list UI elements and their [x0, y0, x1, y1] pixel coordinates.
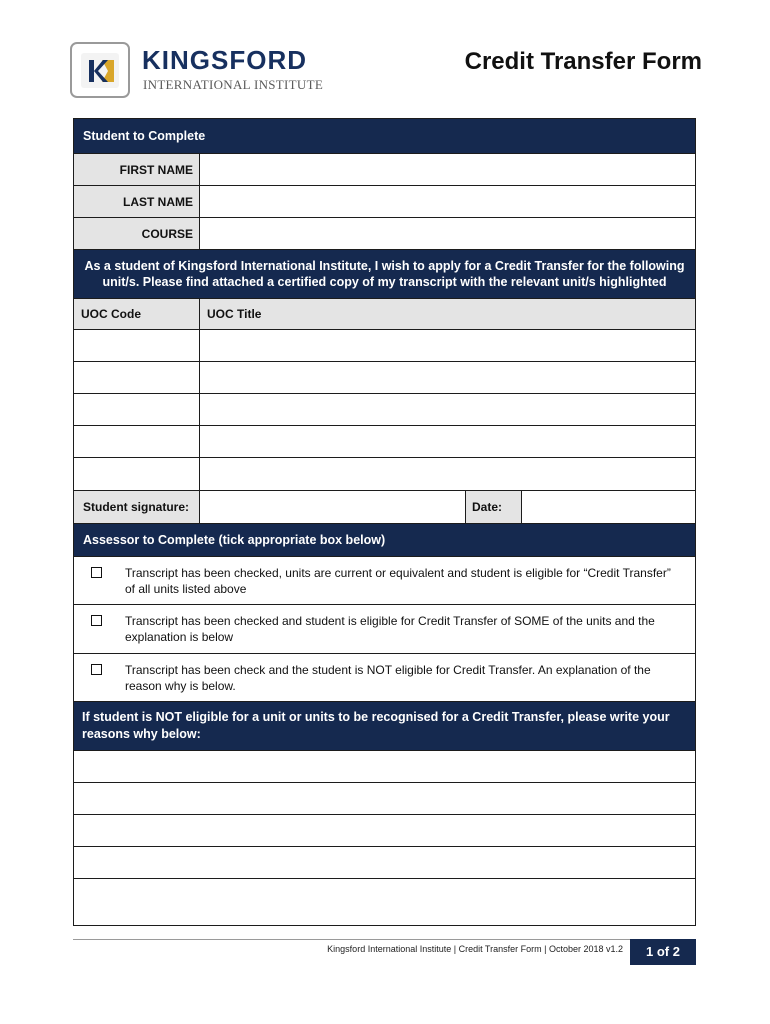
reason-line[interactable]: [74, 782, 695, 814]
first-name-label-cell: [74, 154, 199, 185]
reason-line[interactable]: [74, 814, 695, 846]
reasons-title: If student is NOT eligible for a unit or units to be recognised for a Credit Transfer, please write your reasons why below:: [82, 710, 670, 741]
uoc-code-input[interactable]: [74, 426, 199, 457]
reason-line[interactable]: [74, 750, 695, 782]
last-name-label: LAST NAME: [123, 194, 193, 209]
first-name-label: FIRST NAME: [119, 162, 193, 177]
form-table: [73, 118, 696, 926]
uoc-title-header-cell: [199, 299, 695, 329]
units-header-row: [74, 298, 695, 329]
logo: [70, 42, 130, 98]
student-section-title: Student to Complete: [83, 129, 206, 143]
page-number: 1 of 2: [630, 939, 696, 965]
assessor-section-header: [74, 523, 695, 556]
assessor-section-title: Assessor to Complete (tick appropriate box below): [83, 533, 386, 547]
last-name-label-cell: [74, 186, 199, 217]
unit-row: [74, 329, 695, 361]
course-label: COURSE: [141, 226, 193, 241]
assessor-option-some: [74, 604, 695, 653]
brand-subtitle: INTERNATIONAL INSTITUTE: [143, 77, 324, 92]
reason-line[interactable]: [74, 846, 695, 878]
unit-row: [74, 425, 695, 457]
uoc-title-header: UOC Title: [207, 307, 262, 321]
uoc-code-input[interactable]: [74, 330, 199, 361]
logo-letter: [72, 44, 73, 45]
not-eligible-checkbox[interactable]: [91, 664, 102, 675]
uoc-title-input[interactable]: [199, 394, 695, 425]
course-label-cell: [74, 218, 199, 249]
uoc-code-header: UOC Code: [81, 307, 141, 321]
course-row: [74, 217, 695, 249]
student-section-header: [74, 119, 695, 153]
option-label: Transcript has been checked and student is eligible for Credit Transfer of SOME of the units and the explanation is below: [125, 614, 655, 644]
assessor-option-none: [74, 653, 695, 701]
page-title: Credit Transfer Form: [464, 48, 702, 75]
assessor-option-all: [74, 556, 695, 604]
statement-text: As a student of Kingsford International Institute, I wish to apply for a Credit Transfer for the following unit/s. Please find attached a certified copy of my transcript with the relevant unit/s highlighted: [84, 259, 685, 289]
reason-line[interactable]: [74, 878, 695, 925]
uoc-title-input[interactable]: [199, 458, 695, 490]
last-name-field[interactable]: [199, 186, 695, 217]
footer-divider: [73, 939, 696, 940]
uoc-code-input[interactable]: [74, 362, 199, 393]
date-field[interactable]: [521, 491, 695, 523]
signature-row: [74, 490, 695, 523]
uoc-code-header-cell: [74, 299, 199, 329]
unit-row: [74, 361, 695, 393]
unit-row: [74, 393, 695, 425]
k-mark-icon: [82, 54, 118, 88]
signature-field[interactable]: [199, 491, 465, 523]
uoc-title-input[interactable]: [199, 426, 695, 457]
signature-label-cell: [74, 491, 199, 523]
last-name-row: [74, 185, 695, 217]
uoc-code-input[interactable]: [74, 458, 199, 490]
first-name-field[interactable]: [199, 154, 695, 185]
uoc-code-input[interactable]: [74, 394, 199, 425]
option-label: Transcript has been checked, units are current or equivalent and student is eligible for “Credit Transfer” of all units listed above: [125, 566, 671, 596]
brand-name: KINGSFORD: [142, 45, 307, 75]
date-label: Date:: [472, 500, 503, 514]
reasons-header: [74, 701, 695, 750]
eligible-all-checkbox[interactable]: [91, 567, 102, 578]
option-label: Transcript has been check and the student is NOT eligible for Credit Transfer. An explanation of the reason why is below.: [125, 663, 651, 693]
footer-text: Kingsford International Institute | Credit Transfer Form | October 2018 v1.2: [327, 944, 623, 954]
uoc-title-input[interactable]: [199, 330, 695, 361]
unit-row: [74, 457, 695, 490]
course-field[interactable]: [199, 218, 695, 249]
first-name-row: [74, 153, 695, 185]
uoc-title-input[interactable]: [199, 362, 695, 393]
signature-label: Student signature:: [83, 500, 190, 514]
eligible-some-checkbox[interactable]: [91, 615, 102, 626]
date-label-cell: [465, 491, 521, 523]
statement-row: [74, 249, 695, 298]
